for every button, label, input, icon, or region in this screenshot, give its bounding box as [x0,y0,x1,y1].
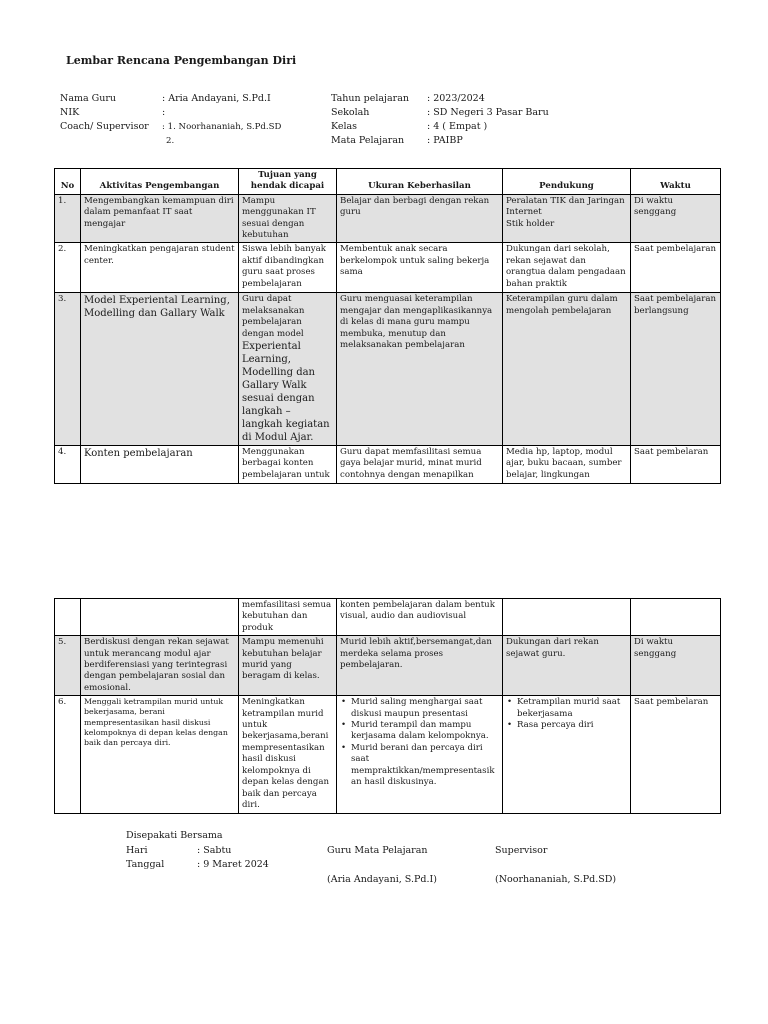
row-tujuan-part-a: Guru dapat melaksanakan pembelajaran dengan model [242,294,305,339]
row-aktivitas: Mengembangkan kemampuan diri dalam pemanfaat IT saat mengajar [81,194,239,243]
tanggal-label: Tanggal [126,859,165,870]
table-row-continuation [55,599,721,636]
ukuran-bullet-list [340,697,499,788]
nik-label: NIK [60,107,80,118]
row-ukuran: Murid lebih aktif,bersemangat,dan merdeka selama proses pembelajaran. [337,636,503,696]
mapel-label: Mata Pelajaran [331,135,405,146]
supervisor-signature-label: Supervisor [495,845,548,856]
nik-value: : [162,107,166,118]
row-no: 6. [55,696,81,814]
row-waktu: Saat pembelaran [631,446,721,484]
guru-signature-label: Guru Mata Pelajaran [327,845,428,856]
row-pendukung [503,696,631,814]
table-header-row [55,169,721,195]
row-aktivitas: Konten pembelajaran [81,446,239,484]
row-aktivitas: Berdiskusi dengan rekan sejawat untuk merancang modul ajar berdiferensiasi yang terintegrasi dengan pembelajaran sosial dan emosional. [81,636,239,696]
coach-value: : 1. Noorhananiah, S.Pd.SD [162,122,282,132]
row-no: 1. [55,194,81,243]
row-pendukung: Peralatan TIK dan Jaringan Internet Stik holder [503,194,631,243]
row-ukuran: Guru menguasai keterampilan mengajar dan mengaplikasikannya di kelas di mana guru mampu membuka, menutup dan melaksanakan pembelajaran [337,293,503,446]
row-tujuan: Siswa lebih banyak aktif dibandingkan guru saat proses pembelajaran [239,243,337,293]
kelas-value: : 4 ( Empat ) [427,121,488,132]
plan-table-page-2 [54,598,721,814]
nama-guru-value: : Aria Andayani, S.Pd.I [162,93,271,104]
list-item: • Murid berani dan percaya diri saat mempraktikkan/mempresentasik an hasil diskusinya. [348,743,499,789]
table-row [55,636,721,696]
row-aktivitas: Menggali ketrampilan murid untuk bekerjasama, berani mempresentasikan hasil diskusi kelompoknya di depan kelas dengan baik dan percaya diri. [81,696,239,814]
row-tujuan-part-b: Experiental Learning, Modelling dan Gallary Walk sesuai dengan langkah – langkah kegiatan di Modul Ajar. [242,341,330,444]
tanggal-value: : 9 Maret 2024 [197,859,269,870]
row-no: 5. [55,636,81,696]
row-pendukung: Dukungan dari sekolah, rekan sejawat dan orangtua dalam pengadaan bahan praktik [503,243,631,293]
row-no: 3. [55,293,81,446]
row-tujuan: Meningkatkan ketrampilan murid untuk bekerjasama,berani mempresentasikan hasil diskusi kelompoknya di depan kelas dengan baik dan percaya diri. [239,696,337,814]
header-tujuan: Tujuan yang hendak dicapai [239,169,337,195]
row-tujuan: memfasilitasi semua kebutuhan dan produk [239,599,337,636]
row-tujuan: Mampu menggunakan IT sesuai dengan kebutuhan [239,194,337,243]
row-ukuran: konten pembelajaran dalam bentuk visual, audio dan audiovisual [337,599,503,636]
header-no: No [55,169,81,195]
kelas-label: Kelas [331,121,358,132]
mapel-value: : PAIBP [427,135,463,146]
supervisor-signature-name: (Noorhananiah, S.Pd.SD) [495,874,617,885]
row-ukuran [337,696,503,814]
row-ukuran: Belajar dan berbagi dengan rekan guru [337,194,503,243]
hari-label: Hari [126,845,148,856]
row-aktivitas: Model Experiental Learning, Modelling dan Gallary Walk [81,293,239,446]
list-item: • Rasa percaya diri [514,720,627,731]
header-waktu: Waktu [631,169,721,195]
row-aktivitas: Meningkatkan pengajaran student center. [81,243,239,293]
table-row [55,194,721,243]
coach-value-2: 2. [166,136,175,146]
row-waktu: Saat pembelaran [631,696,721,814]
row-no: 2. [55,243,81,293]
header-ukuran: Ukuran Keberhasilan [337,169,503,195]
row-ukuran: Guru dapat memfasilitasi semua gaya belajar murid, minat murid contohnya dengan menapilkan [337,446,503,484]
table-row [55,293,721,446]
table-row [55,243,721,293]
table-row [55,696,721,814]
pendukung-bullet-list [506,697,627,731]
document-title: Lembar Rencana Pengembangan Diri [66,54,297,67]
row-pendukung: Keterampilan guru dalam mengolah pembelajaran [503,293,631,446]
guru-signature-name: (Aria Andayani, S.Pd.I) [327,874,437,885]
sekolah-label: Sekolah [331,107,370,118]
plan-table-page-1 [54,168,721,484]
header-aktivitas: Aktivitas Pengembangan [81,169,239,195]
row-ukuran: Membentuk anak secara berkelompok untuk saling bekerja sama [337,243,503,293]
coach-label: Coach/ Supervisor [60,121,149,132]
list-item: • Murid saling menghargai saat diskusi maupun presentasi [348,697,499,720]
table-row [55,446,721,484]
header-pendukung: Pendukung [503,169,631,195]
row-no: 4. [55,446,81,484]
nama-guru-label: Nama Guru [60,93,117,104]
tahun-value: : 2023/2024 [427,93,485,104]
hari-value: : Sabtu [197,845,232,856]
row-tujuan: Mampu memenuhi kebutuhan belajar murid yang beragam di kelas. [239,636,337,696]
row-pendukung: Dukungan dari rekan sejawat guru. [503,636,631,696]
row-pendukung: Media hp, laptop, modul ajar, buku bacaan, sumber belajar, lingkungan [503,446,631,484]
row-tujuan: Menggunakan berbagai konten pembelajaran untuk [239,446,337,484]
row-waktu: Di waktu senggang [631,636,721,696]
agreed-label: Disepakati Bersama [126,830,223,841]
row-waktu: Saat pembelajaran [631,243,721,293]
tahun-label: Tahun pelajaran [331,93,409,104]
sekolah-value: : SD Negeri 3 Pasar Baru [427,107,549,118]
row-waktu: Saat pembelajaran berlangsung [631,293,721,446]
row-waktu: Di waktu senggang [631,194,721,243]
row-tujuan [239,293,337,446]
header-info-left [60,92,320,148]
list-item: • Murid terampil dan mampu kerjasama dalam kelompoknya. [348,720,499,743]
list-item: • Ketrampilan murid saat bekerjasama [514,697,627,720]
header-info-right [331,92,591,148]
